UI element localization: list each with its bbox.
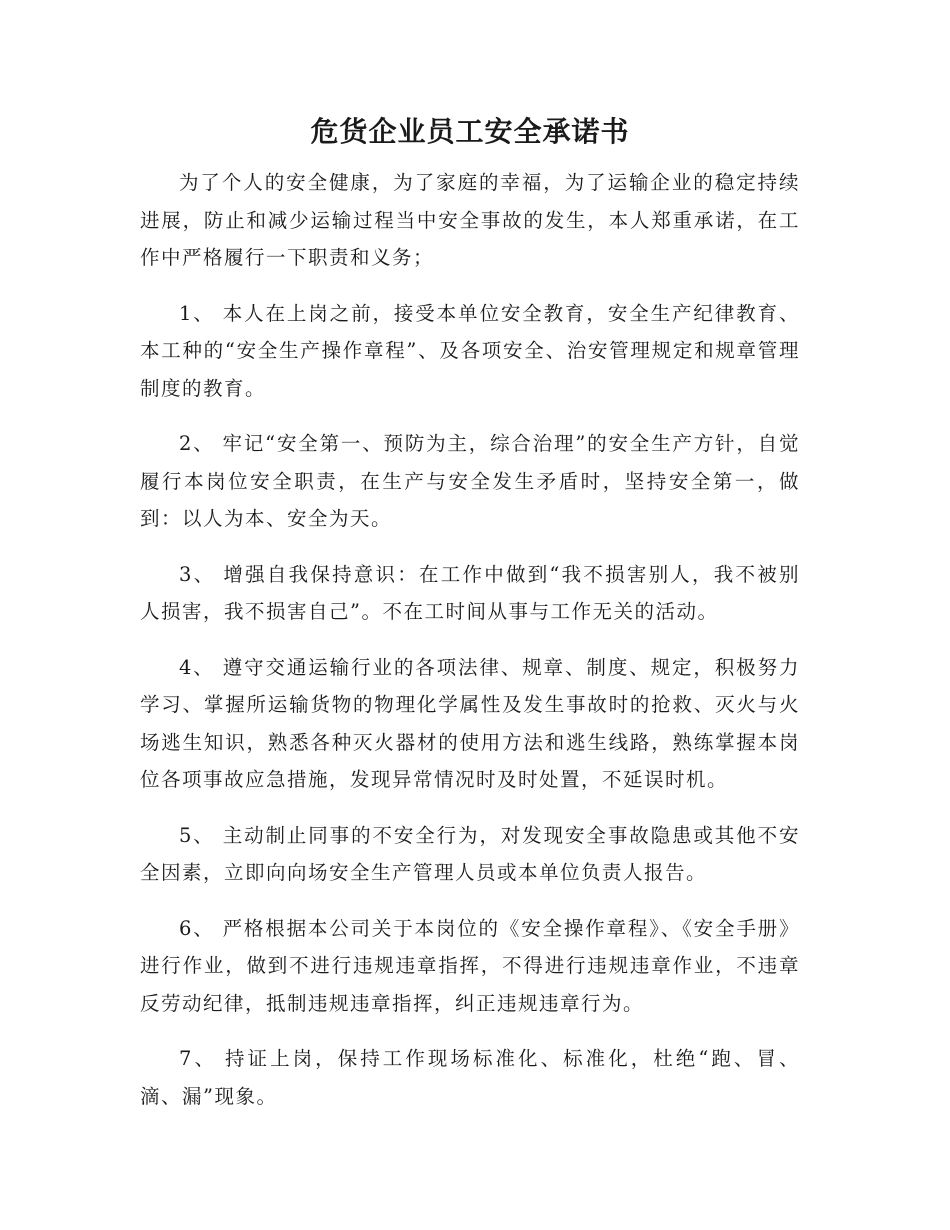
document-page (140, 110, 800, 1133)
commitment-item-1 (140, 295, 800, 408)
commitment-item-3 (140, 556, 800, 631)
item-number: 4、 (179, 655, 215, 679)
item-text: 持证上岗，保持工作现场标准化、标准化，杜绝“跑、冒、滴、漏”现象。 (140, 1047, 800, 1108)
item-number: 2、 (179, 432, 215, 455)
item-text: 主动制止同事的不安全行为，对发现安全事故隐患或其他不安全因素，立即向向场安全生产管理人员或本单位负责人报告。 (140, 823, 800, 884)
item-number: 3、 (179, 562, 216, 586)
item-text: 牢记“安全第一、预防为主，综合治理”的安全生产方针，自觉履行本岗位安全职责，在生产与安全发生矛盾时，坚持安全第一，做到：以人为本、安全为天。 (140, 432, 800, 530)
item-text: 遵守交通运输行业的各项法律、规章、制度、规定，积极努力学习、掌握所运输货物的物理化学属性及发生事故时的抢救、灭火与火场逃生知识，熟悉各种灭火器材的使用方法和逃生线路，熟练掌握本岗位各项事故应急措施，发现异常情况时及时处置，不延误时机。 (140, 655, 800, 791)
item-text: 严格根据本公司关于本岗位的《安全操作章程》、《安全手册》进行作业，做到不进行违规违章指挥，不得进行违规违章作业，不违章反劳动纪律，抵制违规违章指挥，纠正违规违章行为。 (140, 916, 800, 1015)
item-number: 5、 (179, 823, 215, 847)
item-text: 增强自我保持意识：在工作中做到“我不损害别人，我不被别人损害，我不损害自己”。不在工时间从事与工作无关的活动。 (140, 562, 800, 623)
intro-paragraph: 为了个人的安全健康，为了家庭的幸福，为了运输企业的稳定持续进展，防止和减少运输过程当中安全事故的发生，本人郑重承诺，在工作中严格履行一下职责和义务； (140, 171, 800, 269)
item-number: 7、 (179, 1047, 217, 1070)
document-title: 危货企业员工安全承诺书 (310, 115, 630, 148)
item-number: 6、 (179, 916, 215, 940)
commitment-item-4 (140, 649, 800, 799)
item-text: 本人在上岗之前，接受本单位安全教育，安全生产纪律教育、本工种的“安全生产操作章程”、及各项安全、治安管理规定和规章管理制度的教育。 (140, 301, 800, 400)
commitment-item-2 (140, 425, 800, 538)
commitment-item-7 (140, 1040, 800, 1115)
commitment-item-6 (140, 910, 800, 1023)
item-number: 1、 (179, 301, 215, 325)
commitment-item-5 (140, 817, 800, 892)
